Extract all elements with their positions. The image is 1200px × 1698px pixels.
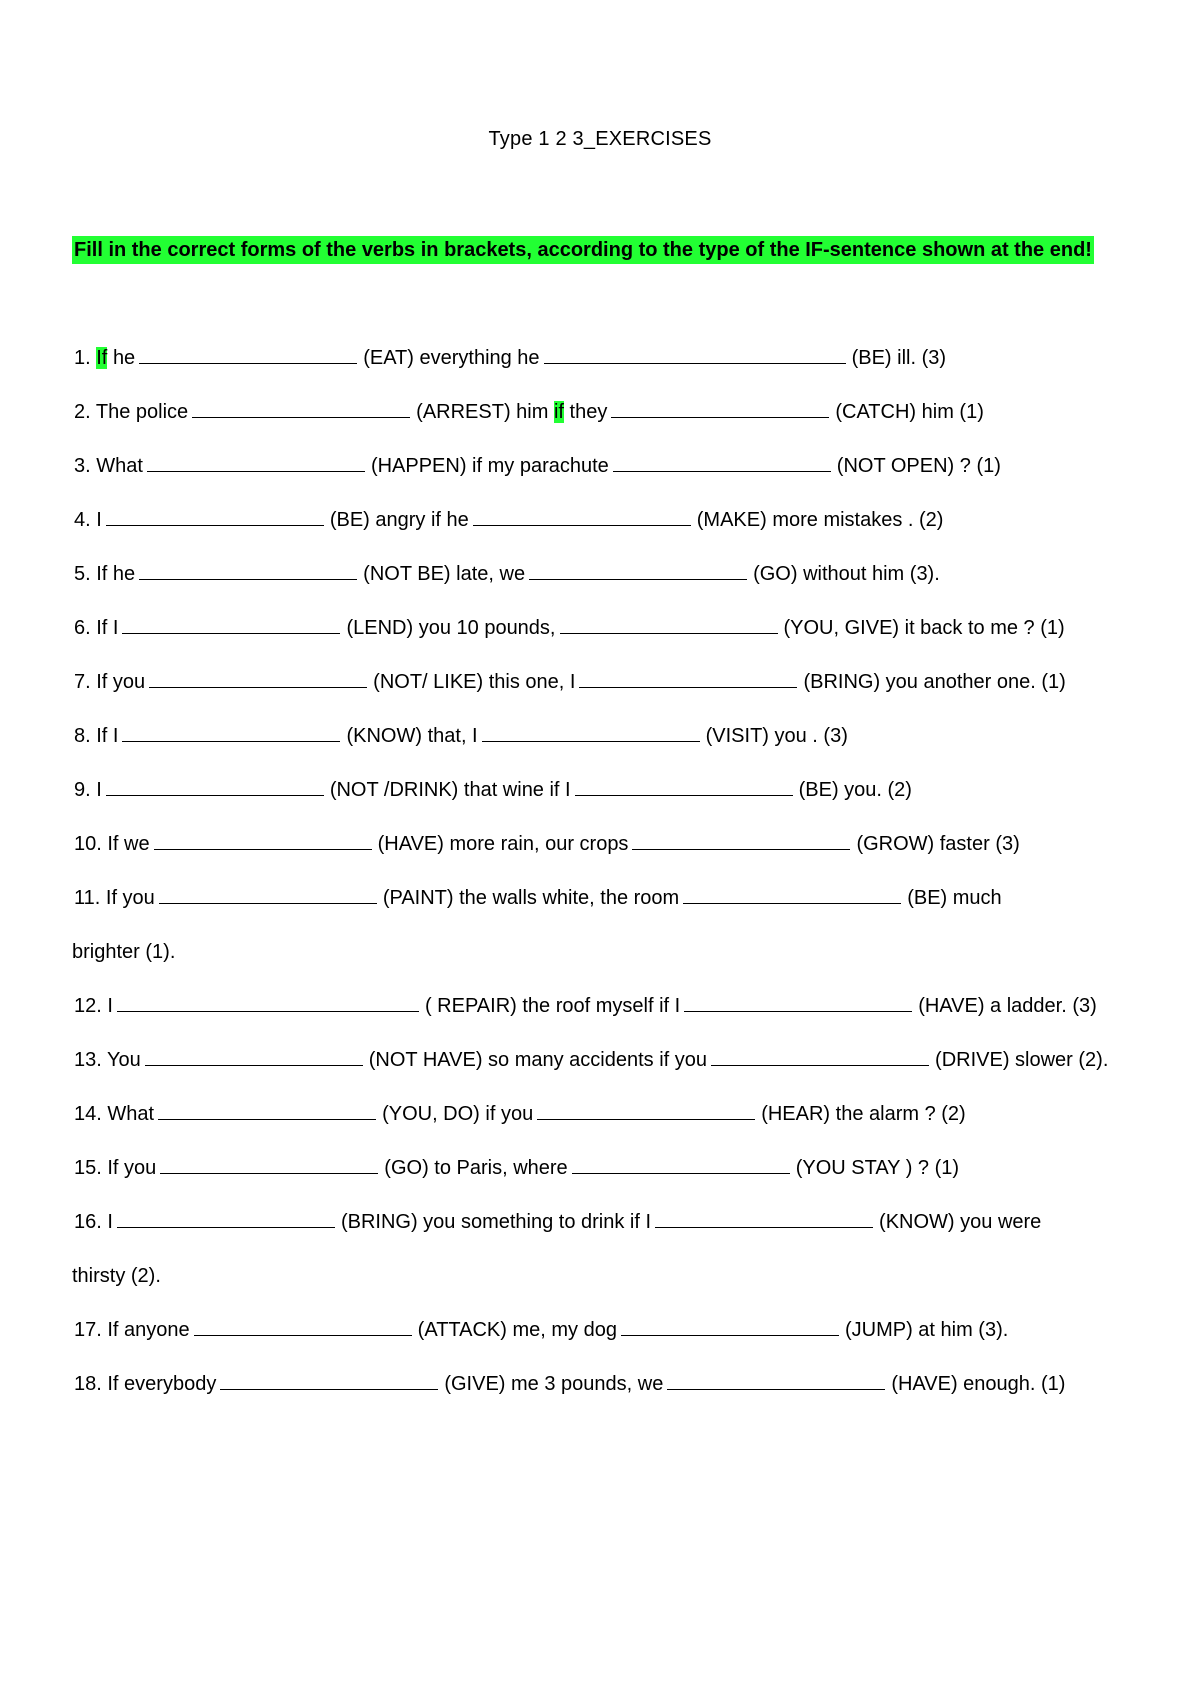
answer-blank-1[interactable] — [158, 1099, 376, 1120]
exercise-number: 10. — [74, 833, 102, 855]
exercise-13 — [74, 1045, 1164, 1099]
exercise-text-start: If anyone — [107, 1319, 190, 1341]
exercise-text-end: (GO) without him (3). — [753, 563, 940, 585]
answer-blank-2[interactable] — [572, 1153, 790, 1174]
exercise-text-end: (HAVE) enough. (1) — [891, 1373, 1066, 1395]
page-title: Type 1 2 3_EXERCISES — [488, 128, 712, 150]
exercise-text-middle: (NOT /DRINK) that wine if I — [329, 779, 571, 801]
exercise-11-continuation — [72, 937, 1164, 991]
exercise-5 — [74, 559, 1164, 613]
exercise-10 — [74, 829, 1164, 883]
exercise-text-start: If you — [96, 671, 146, 693]
answer-blank-2[interactable] — [544, 343, 846, 364]
answer-blank-2[interactable] — [473, 505, 691, 526]
exercise-14 — [74, 1099, 1164, 1153]
exercise-text-continuation: thirsty (2). — [72, 1265, 161, 1287]
answer-blank-2[interactable] — [655, 1207, 873, 1228]
exercise-17 — [74, 1315, 1164, 1369]
answer-blank-1[interactable] — [139, 343, 357, 364]
answer-blank-2[interactable] — [482, 721, 700, 742]
exercise-number: 18. — [74, 1373, 102, 1395]
exercise-text-middle: (NOT HAVE) so many accidents if you — [368, 1049, 708, 1071]
exercise-number: 5. — [74, 563, 91, 585]
exercise-text-middle: (YOU, DO) if you — [382, 1103, 534, 1125]
exercise-text-middle: (EAT) everything he — [363, 347, 540, 369]
exercise-6 — [74, 613, 1164, 667]
exercise-text-end: (VISIT) you . (3) — [705, 725, 848, 747]
answer-blank-2[interactable] — [621, 1315, 839, 1336]
exercise-text-start: I — [107, 995, 113, 1017]
exercise-3 — [74, 451, 1164, 505]
exercise-text-start: What — [96, 455, 143, 477]
answer-blank-1[interactable] — [220, 1369, 438, 1390]
exercise-number: 7. — [74, 671, 91, 693]
exercise-11 — [74, 883, 1164, 937]
answer-blank-2[interactable] — [575, 775, 793, 796]
exercise-text-start: I — [96, 779, 102, 801]
answer-blank-2[interactable] — [632, 829, 850, 850]
exercise-number: 15. — [74, 1157, 102, 1179]
answer-blank-2[interactable] — [683, 883, 901, 904]
answer-blank-1[interactable] — [159, 883, 377, 904]
exercise-text-middle: (NOT BE) late, we — [363, 563, 526, 585]
exercise-7 — [74, 667, 1164, 721]
exercise-18 — [74, 1369, 1164, 1423]
answer-blank-1[interactable] — [106, 775, 324, 796]
exercise-text-middle: (HAVE) more rain, our crops — [377, 833, 629, 855]
exercise-text-start: I — [107, 1211, 113, 1233]
exercise-9 — [74, 775, 1164, 829]
exercise-2 — [74, 397, 1164, 451]
exercise-number: 3. — [74, 455, 91, 477]
answer-blank-2[interactable] — [613, 451, 831, 472]
exercise-text-end: (BRING) you another one. (1) — [803, 671, 1066, 693]
exercise-text-start: If I — [96, 617, 119, 639]
highlighted-if: If — [96, 347, 108, 369]
answer-blank-1[interactable] — [106, 505, 324, 526]
answer-blank-1[interactable] — [117, 991, 419, 1012]
exercise-text-middle: (BRING) you something to drink if I — [340, 1211, 652, 1233]
exercise-text-end: (CATCH) him (1) — [835, 401, 984, 423]
answer-blank-2[interactable] — [537, 1099, 755, 1120]
answer-blank-1[interactable] — [194, 1315, 412, 1336]
instruction-text: Fill in the correct forms of the verbs in brackets, according to the type of the IF-sentence shown at the end! — [72, 236, 1094, 264]
exercise-16-continuation — [72, 1261, 1164, 1315]
exercise-text-start: The police — [95, 401, 189, 423]
exercise-1 — [74, 343, 1164, 397]
exercise-number: 14. — [74, 1103, 102, 1125]
exercise-text-end: (BE) much — [907, 887, 1002, 909]
exercise-text-start: You — [107, 1049, 141, 1071]
exercise-text-middle-2: they — [569, 401, 608, 423]
answer-blank-2[interactable] — [579, 667, 797, 688]
exercise-text-start: If you — [105, 887, 155, 909]
answer-blank-2[interactable] — [711, 1045, 929, 1066]
exercise-text-start: he — [112, 347, 136, 369]
exercise-text-middle: (HAPPEN) if my parachute — [370, 455, 609, 477]
exercise-text-middle: (ATTACK) me, my dog — [417, 1319, 617, 1341]
exercise-text-end: (MAKE) more mistakes . (2) — [696, 509, 944, 531]
exercise-text-end: (HAVE) a ladder. (3) — [918, 995, 1097, 1017]
exercise-text-middle: (NOT/ LIKE) this one, I — [373, 671, 576, 693]
exercise-number: 2. — [74, 401, 91, 423]
exercise-number: 6. — [74, 617, 91, 639]
exercise-number: 17. — [74, 1319, 102, 1341]
answer-blank-1[interactable] — [139, 559, 357, 580]
answer-blank-1[interactable] — [192, 397, 410, 418]
exercise-number: 9. — [74, 779, 91, 801]
exercise-number: 11. — [74, 887, 101, 909]
exercise-text-middle: (GO) to Paris, where — [384, 1157, 568, 1179]
exercise-15 — [74, 1153, 1164, 1207]
exercise-number: 8. — [74, 725, 91, 747]
exercise-16 — [74, 1207, 1164, 1261]
exercise-text-middle: (GIVE) me 3 pounds, we — [444, 1373, 664, 1395]
exercise-text-end: (DRIVE) slower (2). — [935, 1049, 1109, 1071]
exercise-text-end: (BE) you. (2) — [798, 779, 912, 801]
answer-blank-1[interactable] — [147, 451, 365, 472]
exercise-text-middle: (LEND) you 10 pounds, — [346, 617, 556, 639]
exercise-text-middle: (BE) angry if he — [329, 509, 469, 531]
exercise-text-start: What — [107, 1103, 155, 1125]
exercise-text-middle: (ARREST) him — [416, 401, 549, 423]
answer-blank-1[interactable] — [122, 613, 340, 634]
answer-blank-2[interactable] — [667, 1369, 885, 1390]
exercise-text-end: (BE) ill. (3) — [851, 347, 947, 369]
exercise-text-middle: (KNOW) that, I — [346, 725, 478, 747]
exercise-text-continuation: brighter (1). — [72, 941, 176, 963]
exercise-text-start: If I — [96, 725, 119, 747]
answer-blank-2[interactable] — [529, 559, 747, 580]
exercise-number: 12. — [74, 995, 102, 1017]
answer-blank-1[interactable] — [117, 1207, 335, 1228]
exercise-text-start: I — [96, 509, 102, 531]
exercise-text-end: (NOT OPEN) ? (1) — [836, 455, 1001, 477]
exercise-number: 4. — [74, 509, 91, 531]
highlighted-if: if — [553, 401, 564, 423]
exercise-number: 13. — [74, 1049, 102, 1071]
exercise-number: 1. — [74, 347, 91, 369]
answer-blank-1[interactable] — [149, 667, 367, 688]
exercise-12 — [74, 991, 1164, 1045]
exercise-text-start: If we — [107, 833, 150, 855]
answer-blank-1[interactable] — [160, 1153, 378, 1174]
exercise-text-middle: ( REPAIR) the roof myself if I — [424, 995, 681, 1017]
exercise-text-end: (HEAR) the alarm ? (2) — [761, 1103, 966, 1125]
exercise-8 — [74, 721, 1164, 775]
exercise-4 — [74, 505, 1164, 559]
answer-blank-2[interactable] — [560, 613, 778, 634]
exercise-text-end: (KNOW) you were — [879, 1211, 1042, 1233]
answer-blank-1[interactable] — [154, 829, 372, 850]
exercise-text-start: If you — [107, 1157, 157, 1179]
exercise-text-start: If everybody — [107, 1373, 217, 1395]
exercise-list — [74, 343, 1164, 1423]
answer-blank-1[interactable] — [122, 721, 340, 742]
exercise-text-start: If he — [96, 563, 136, 585]
answer-blank-2[interactable] — [611, 397, 829, 418]
answer-blank-2[interactable] — [684, 991, 912, 1012]
exercise-text-middle: (PAINT) the walls white, the room — [382, 887, 680, 909]
exercise-text-end: (JUMP) at him (3). — [844, 1319, 1009, 1341]
exercise-text-end: (YOU STAY ) ? (1) — [795, 1157, 960, 1179]
exercise-text-end: (GROW) faster (3) — [856, 833, 1020, 855]
exercise-number: 16. — [74, 1211, 102, 1233]
answer-blank-1[interactable] — [145, 1045, 363, 1066]
exercise-text-end: (YOU, GIVE) it back to me ? (1) — [783, 617, 1065, 639]
